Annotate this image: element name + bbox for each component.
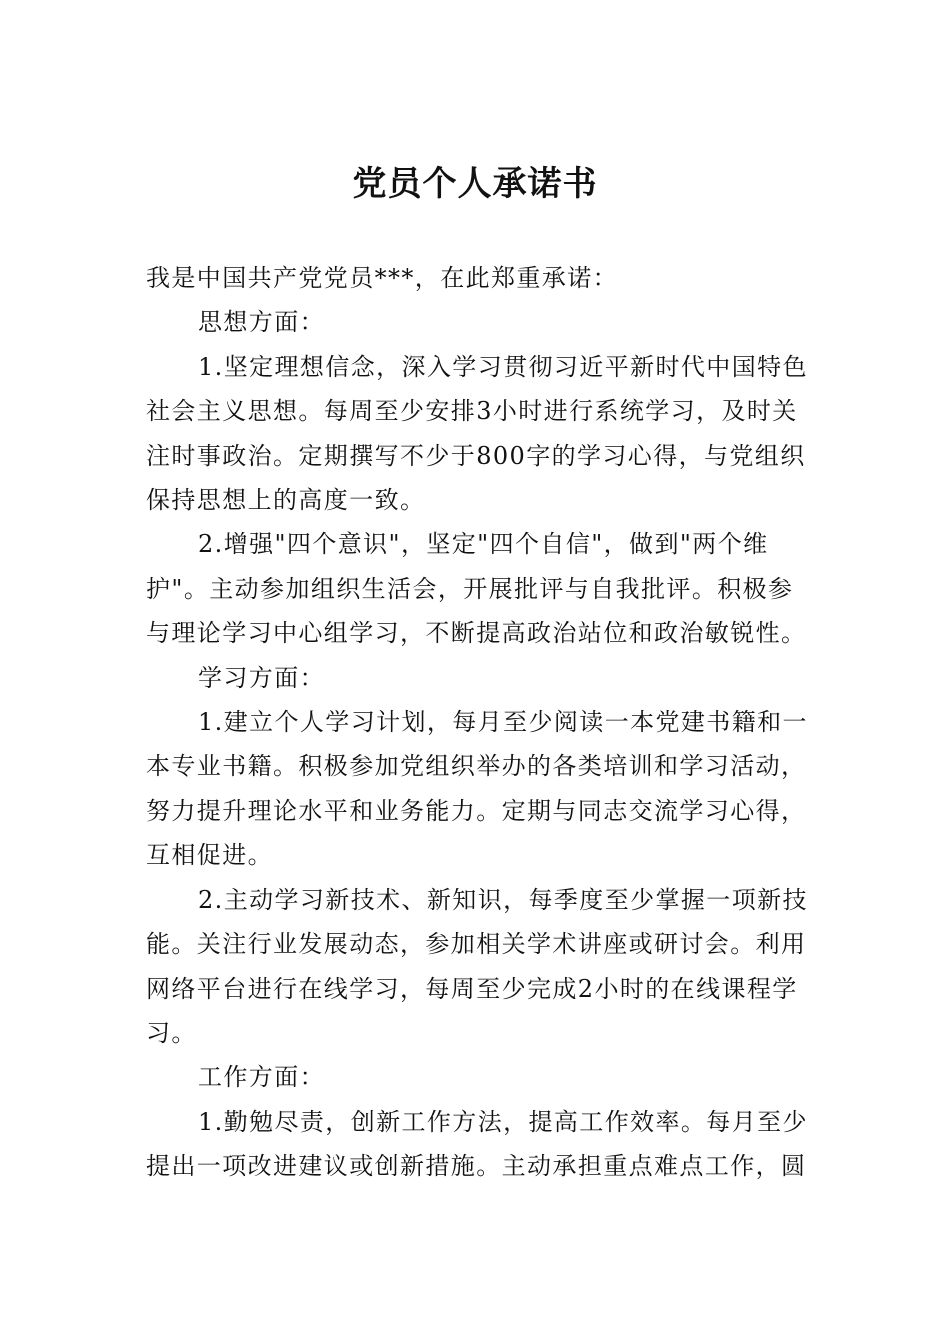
thought-item-2: 2.增强"四个意识"，坚定"四个自信"，做到"两个维护"。主动参加组织生活会，开展批评与自我批评。积极参与理论学习中心组学习，不断提高政治站位和政治敏锐性。 bbox=[146, 530, 807, 648]
thought-item-1: 1.坚定理想信念，深入学习贯彻习近平新时代中国特色社会主义思想。每周至少安排3小时进行系统学习，及时关注时事政治。定期撰写不少于800字的学习心得，与党组织保持思想上的高度一致。 bbox=[146, 352, 808, 515]
section-heading-study: 学习方面： bbox=[198, 663, 325, 692]
section-heading-thought: 思想方面： bbox=[198, 308, 325, 337]
document-title: 党员个人承诺书 bbox=[352, 164, 598, 204]
section-heading-work: 工作方面： bbox=[198, 1063, 325, 1092]
work-item-1: 1.勤勉尽责，创新工作方法，提高工作效率。每月至少提出一项改进建议或创新措施。主动承担重点难点工作，圆 bbox=[146, 1107, 808, 1181]
study-item-1: 1.建立个人学习计划，每月至少阅读一本党建书籍和一本专业书籍。积极参加党组织举办的各类培训和学习活动，努力提升理论水平和业务能力。定期与同志交流学习心得，互相促进。 bbox=[146, 708, 808, 870]
study-item-2: 2.主动学习新技术、新知识，每季度至少掌握一项新技能。关注行业发展动态，参加相关学术讲座或研讨会。利用网络平台进行在线学习，每周至少完成2小时的在线课程学习。 bbox=[146, 885, 808, 1047]
document-body bbox=[146, 256, 808, 1189]
opening-statement: 我是中国共产党党员***，在此郑重承诺： bbox=[146, 264, 618, 292]
